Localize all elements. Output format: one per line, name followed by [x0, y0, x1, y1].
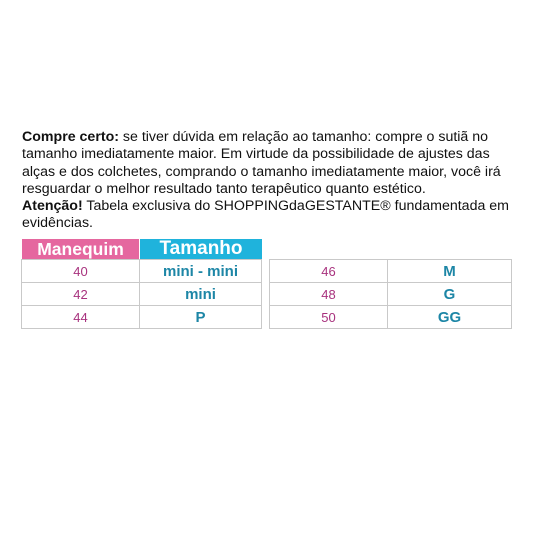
tamanho-cell: P — [140, 306, 262, 329]
buy-right-text: se tiver dúvida em relação ao tamanho: compre o sutiã no tamanho imediatamente maior. Em virtude da possibilidade de ajustes das alças e dos colchetes, comprando o tamanho imediatamente maior, você irá resguardar o melhor resultado tanto terapêutico quanto estético. — [22, 129, 501, 197]
tamanho-header: Tamanho — [140, 239, 262, 260]
tamanho-cell: mini - mini — [140, 260, 262, 283]
table-row — [22, 283, 262, 306]
manequim-cell: 40 — [22, 260, 140, 283]
table-row — [270, 306, 512, 329]
size-table-right — [269, 259, 512, 329]
table-row — [22, 260, 262, 283]
table-row — [270, 260, 512, 283]
size-table-left — [21, 259, 262, 329]
manequim-cell: 48 — [270, 283, 388, 306]
size-guide-intro — [22, 129, 522, 233]
attention-paragraph — [22, 198, 522, 233]
manequim-cell: 46 — [270, 260, 388, 283]
buy-right-label: Compre certo: — [22, 129, 119, 145]
manequim-cell: 44 — [22, 306, 140, 329]
manequim-header: Manequim — [22, 239, 140, 260]
attention-label: Atenção! — [22, 198, 83, 215]
attention-text: Tabela exclusiva do SHOPPINGdaGESTANTE® fundamentada em evidências. — [22, 198, 509, 232]
tamanho-cell: GG — [388, 306, 512, 329]
tamanho-cell: G — [388, 283, 512, 306]
table-row — [270, 283, 512, 306]
tamanho-cell: mini — [140, 283, 262, 306]
tamanho-cell: M — [388, 260, 512, 283]
table-row — [22, 306, 262, 329]
buy-right-paragraph — [22, 129, 522, 198]
manequim-cell: 50 — [270, 306, 388, 329]
manequim-cell: 42 — [22, 283, 140, 306]
